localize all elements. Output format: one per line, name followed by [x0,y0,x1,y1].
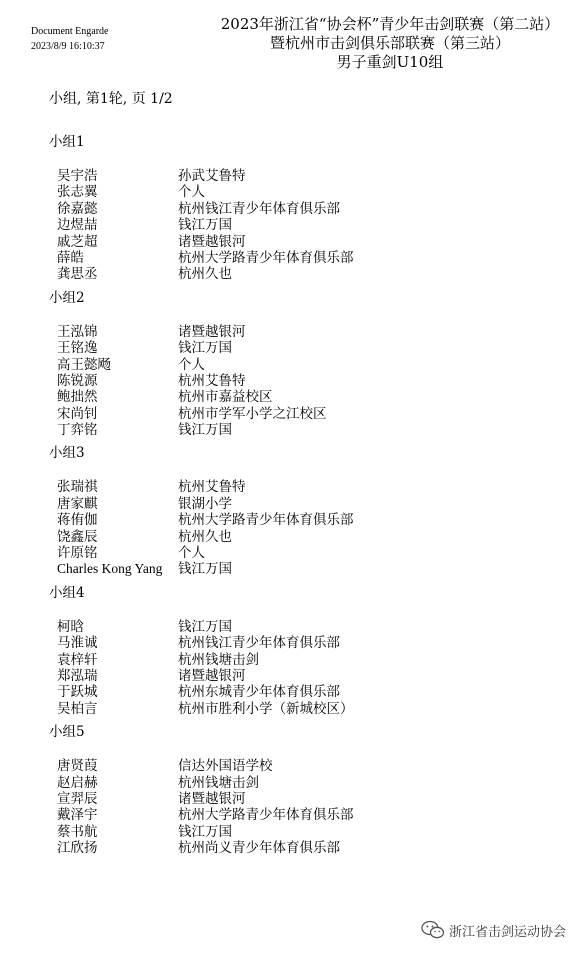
fencer-name: 吴柏言 [57,700,98,717]
fencer-row [0,684,582,700]
fencer-row [0,406,582,422]
fencer-row [0,807,582,823]
fencer-row [0,201,582,217]
fencer-name: 赵启赫 [57,774,98,791]
fencer-name: 王铭逸 [57,340,98,357]
fencer-row [0,529,582,545]
fencer-row [0,512,582,528]
fencer-club: 钱江万国 [178,340,232,357]
fencer-club: 杭州钱江青少年体育俱乐部 [178,200,340,217]
fencer-name: 陈锐源 [57,372,98,389]
fencer-row [0,389,582,405]
fencer-club: 银湖小学 [178,495,232,512]
fencer-row [0,840,582,856]
fencer-club: 钱江万国 [178,217,232,234]
fencer-name: 于跃城 [57,684,98,701]
fencer-club: 杭州久也 [178,266,232,283]
fencer-club: 诸暨越银河 [178,667,246,684]
fencer-name: 蒋侑伽 [57,512,98,529]
fencer-club: 杭州大学路青少年体育俱乐部 [178,807,354,824]
fencer-row [0,791,582,807]
group-section [0,584,582,717]
wechat-icon [421,920,445,940]
fencer-name: 郑泓瑞 [57,667,98,684]
fencer-club: 钱江万国 [178,823,232,840]
fencer-club: 杭州钱塘击剑 [178,651,259,668]
group-title: 小组5 [49,724,85,741]
fencer-club: 信达外国语学校 [178,758,273,775]
fencer-name: 王泓锦 [57,323,98,340]
fencer-name: 张瑞祺 [57,479,98,496]
fencer-club: 诸暨越银河 [178,233,246,250]
fencer-row [0,357,582,373]
fencer-name: 鲍拙然 [57,389,98,406]
fencer-club: 杭州艾鲁特 [178,372,246,389]
fencer-club: 钱江万国 [178,618,232,635]
fencer-row [0,775,582,791]
fencer-row [0,758,582,774]
fencer-name: 许原铭 [57,545,98,562]
fencer-row [0,545,582,561]
fencer-club: 钱江万国 [178,422,232,439]
fencer-name: 吴宇浩 [57,168,98,184]
group-section [0,723,582,856]
group-title: 小组3 [49,445,85,462]
fencer-row [0,496,582,512]
fencer-row [0,701,582,717]
fencer-name: 徐嘉懿 [57,200,98,217]
fencer-row [0,340,582,356]
fencer-row [0,324,582,340]
group-section [0,444,582,577]
print-datetime: 2023/8/9 16:10:37 [31,41,105,52]
fencer-row [0,373,582,389]
title-line-2: 暨杭州市击剑俱乐部联赛（第三站） [269,34,510,52]
group-title: 小组1 [49,134,85,150]
fencer-name: 江欣扬 [57,840,98,857]
fencer-club: 杭州东城青少年体育俱乐部 [178,684,340,701]
footer-brand [421,920,566,940]
fencer-row [0,635,582,651]
fencer-row [0,668,582,684]
fencer-club: 杭州钱江青少年体育俱乐部 [178,635,340,652]
fencer-row [0,824,582,840]
fencer-name: 宋尚钊 [57,405,98,422]
fencer-club: 杭州市胜利小学（新城校区） [178,700,354,717]
fencer-club: 杭州大学路青少年体育俱乐部 [178,512,354,529]
fencer-row [0,619,582,635]
fencer-club: 诸暨越银河 [178,790,246,807]
fencer-club: 钱江万国 [178,561,232,578]
fencer-name: 唐家麒 [57,495,98,512]
fencer-name: 宣羿辰 [57,790,98,807]
fencer-club: 杭州艾鲁特 [178,479,246,496]
fencer-name: 马淮诚 [57,635,98,652]
fencer-club: 诸暨越银河 [178,323,246,340]
fencer-row [0,561,582,577]
group-section [0,289,582,439]
fencer-name: 袁梓轩 [57,651,98,668]
document-title [200,15,580,72]
fencer-club: 个人 [178,545,205,562]
fencer-name: 柯晗 [57,618,84,635]
fencer-row [0,234,582,250]
fencer-name: 戚芝超 [57,233,98,250]
fencer-club: 杭州钱塘击剑 [178,774,259,791]
fencer-row [0,479,582,495]
fencer-name: 唐贤葭 [57,758,98,775]
fencer-row [0,266,582,282]
fencer-name: 饶鑫辰 [57,528,98,545]
fencer-name: 龚思丞 [57,266,98,283]
fencer-name: 戴泽宇 [57,807,98,824]
title-line-1: 2023年浙江省“协会杯”青少年击剑联赛（第二站） [220,15,560,33]
fencer-club: 杭州大学路青少年体育俱乐部 [178,249,354,266]
title-line-3: 男子重剑U10组 [336,53,444,71]
fencer-club: 杭州市嘉益校区 [178,389,273,406]
footer-text: 浙江省击剑运动协会 [448,924,566,940]
fencer-club: 孙武艾鲁特 [178,168,246,184]
fencer-row [0,422,582,438]
fencer-name: 高王懿飏 [57,356,111,373]
fencer-row [0,168,582,184]
fencer-club: 个人 [178,184,205,201]
group-title: 小组4 [49,584,85,601]
fencer-row [0,652,582,668]
fencer-club: 杭州市学军小学之江校区 [178,405,327,422]
fencer-name: 边煜喆 [57,217,98,234]
fencer-name: 丁弈铭 [57,422,98,439]
fencer-name: 蔡书航 [57,823,98,840]
fencer-club: 个人 [178,356,205,373]
fencer-row [0,217,582,233]
fencer-name: 薛皓 [57,249,84,266]
fencer-row [0,250,582,266]
group-section [0,133,582,283]
fencer-club: 杭州久也 [178,528,232,545]
fencer-row [0,184,582,200]
group-list [0,133,582,863]
document-meta [31,24,108,54]
fencer-name: Charles Kong Yang [57,561,163,577]
round-info: 小组, 第1轮, 页 1/2 [49,91,173,107]
fencer-name: 张志翼 [57,184,98,201]
fencer-club: 杭州尚义青少年体育俱乐部 [178,840,340,857]
group-title: 小组2 [49,289,85,306]
app-name: Document Engarde [31,26,109,37]
